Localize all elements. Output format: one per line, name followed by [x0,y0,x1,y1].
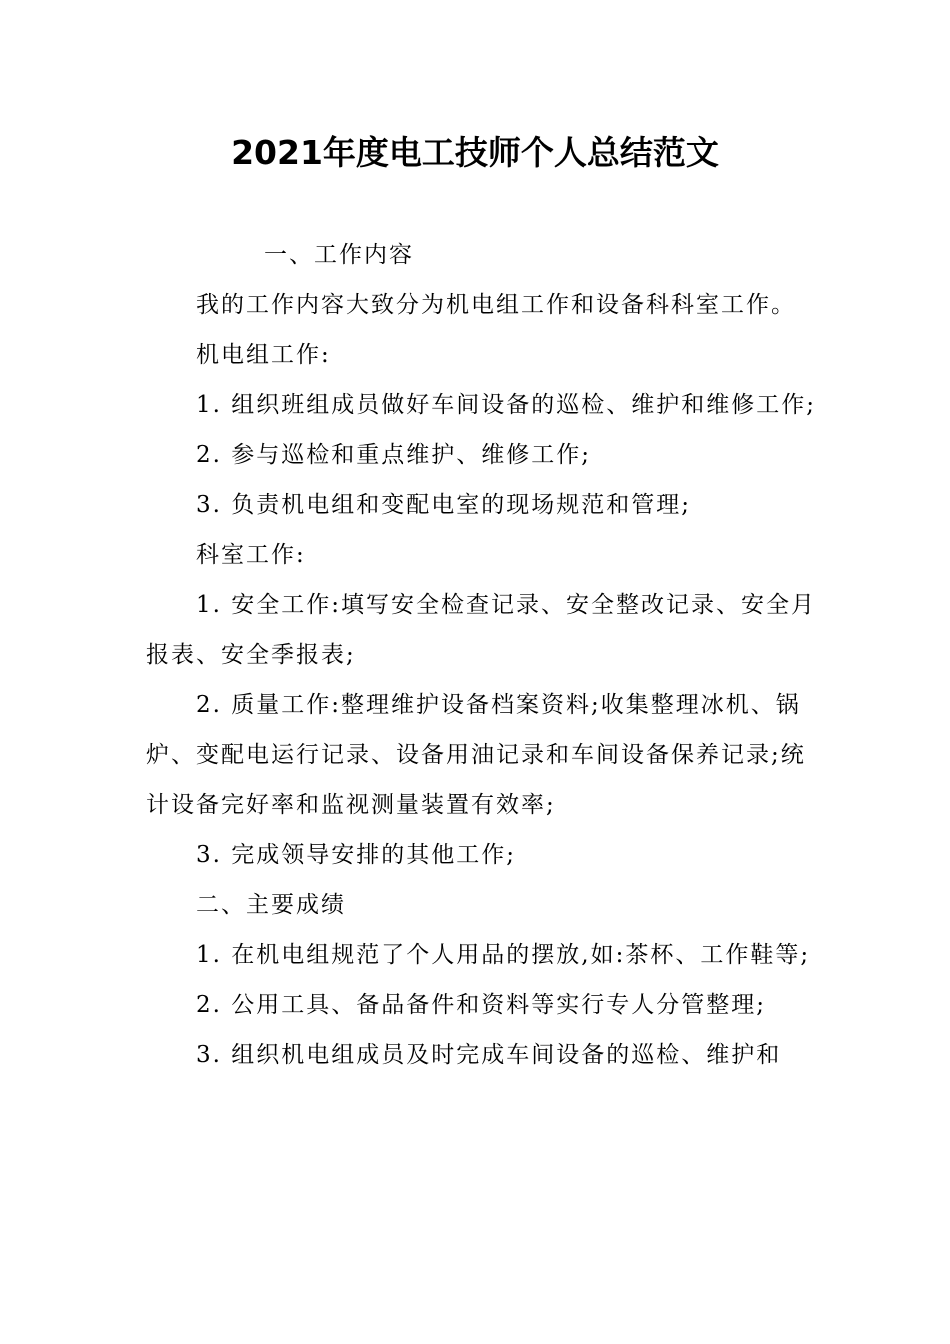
list-item: 1. 安全工作:填写安全检查记录、安全整改记录、安全月报表、安全季报表; [146,592,817,668]
list-item: 1. 在机电组规范了个人用品的摆放,如:茶杯、工作鞋等; [196,942,811,968]
list-item: 1. 组织班组成员做好车间设备的巡检、维护和维修工作; [196,392,817,418]
section-heading-main-achievements: 二、主要成绩 [196,892,346,918]
paragraph: 科室工作: [196,542,306,568]
document-title: 2021年度电工技师个人总结范文 [231,133,719,172]
list-item: 2. 公用工具、备品备件和资料等实行专人分管整理; [196,992,767,1018]
document-body [146,230,816,1080]
section-heading-work-content: 一、工作内容 [264,242,414,268]
list-item: 3. 组织机电组成员及时完成车间设备的巡检、维护和 [196,1042,782,1068]
list-item: 2. 参与巡检和重点维护、维修工作; [196,442,592,468]
list-item: 3. 完成领导安排的其他工作; [196,842,517,868]
list-item: 2. 质量工作:整理维护设备档案资料;收集整理冰机、锅炉、变配电运行记录、设备用油记录和车间设备保养记录;统计设备完好率和监视测量装置有效率; [146,692,806,818]
list-item: 3. 负责机电组和变配电室的现场规范和管理; [196,492,692,518]
paragraph: 我的工作内容大致分为机电组工作和设备科科室工作。 [196,292,796,318]
paragraph: 机电组工作: [196,342,331,368]
